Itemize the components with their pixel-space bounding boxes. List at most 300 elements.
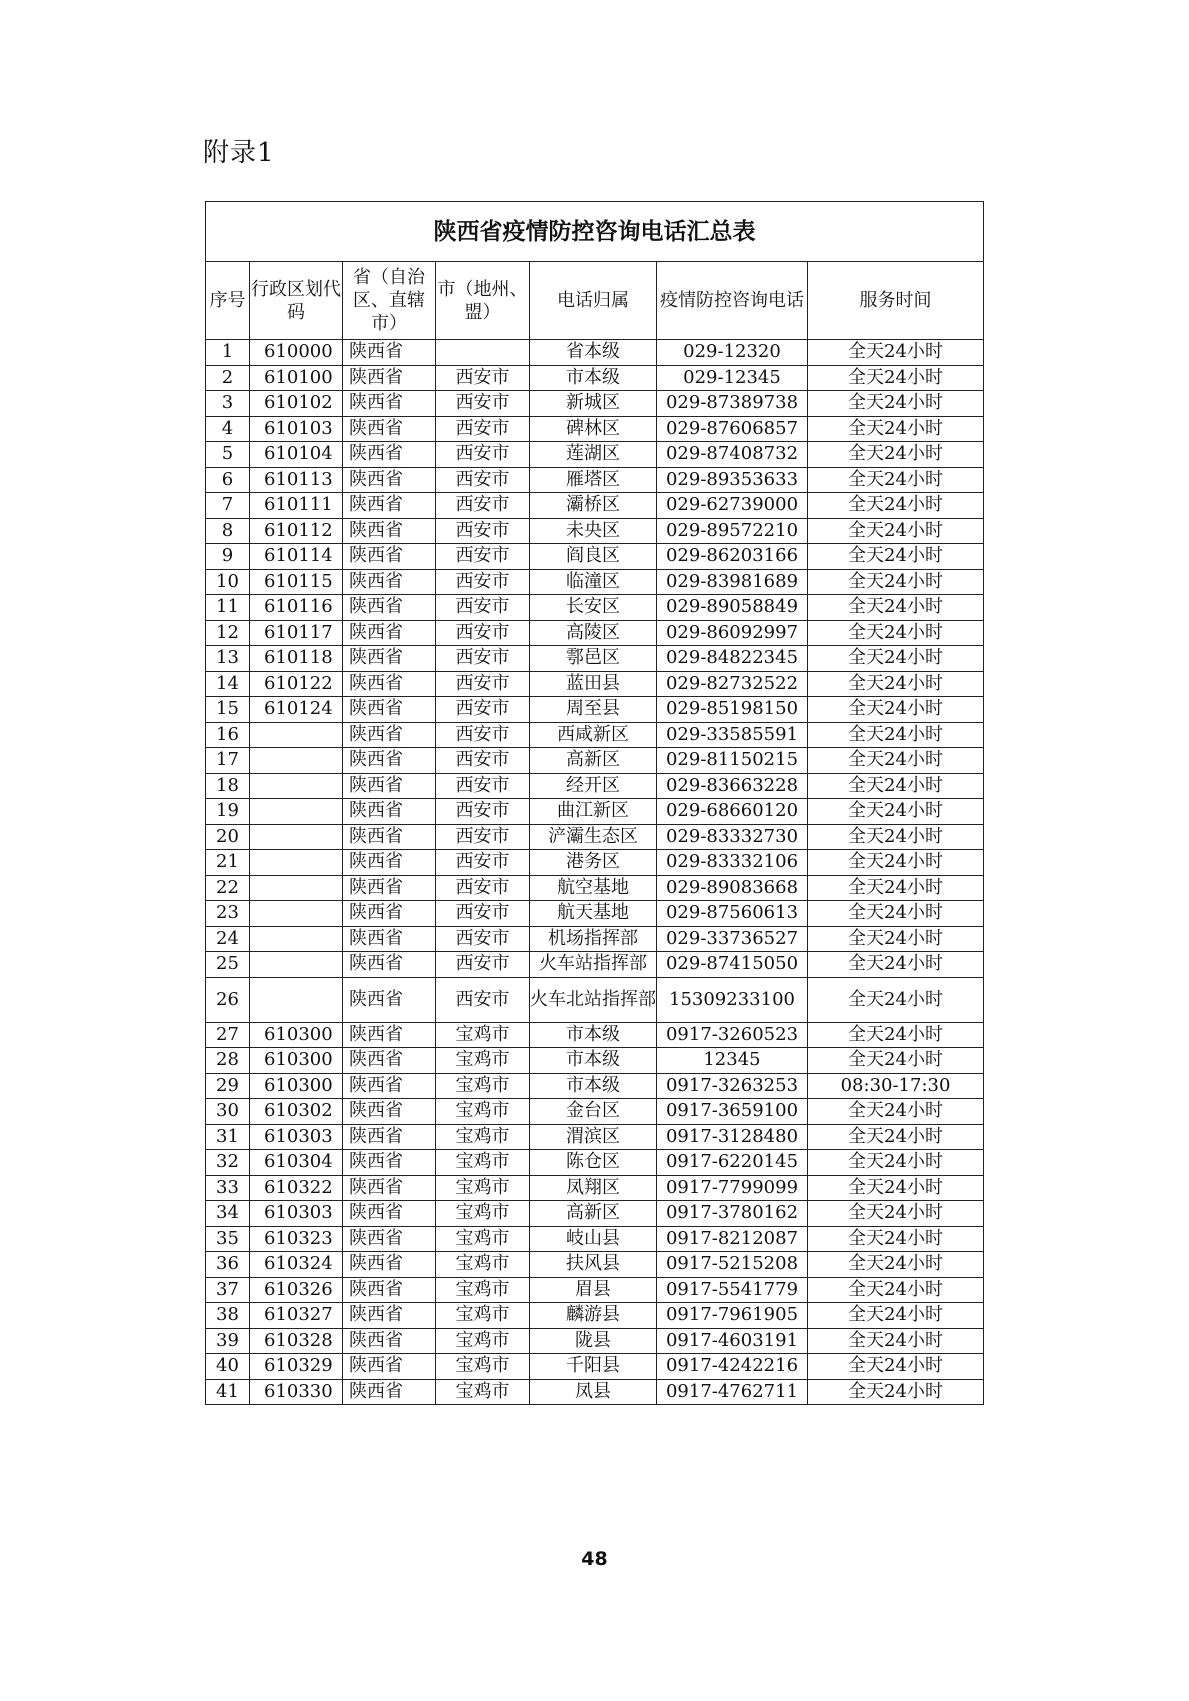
cell-service-hours: 全天24小时 [808,467,984,493]
cell-service-hours: 全天24小时 [808,569,984,595]
cell-service-hours: 全天24小时 [808,977,984,1022]
table-row [206,1073,984,1099]
cell-index: 26 [206,977,250,1022]
cell-phone-owner: 航天基地 [530,901,657,927]
cell-province: 陕西省 [343,850,436,876]
cell-service-hours: 全天24小时 [808,1048,984,1074]
cell-city: 西安市 [436,748,530,774]
cell-phone-owner: 新城区 [530,391,657,417]
cell-city: 宝鸡市 [436,1226,530,1252]
table-row [206,1354,984,1380]
cell-province: 陕西省 [343,748,436,774]
cell-city: 西安市 [436,620,530,646]
cell-province: 陕西省 [343,467,436,493]
cell-province: 陕西省 [343,340,436,366]
cell-region-code: 610323 [250,1226,343,1252]
cell-index: 27 [206,1022,250,1048]
cell-province: 陕西省 [343,1124,436,1150]
cell-phone-owner: 陇县 [530,1328,657,1354]
cell-city: 西安市 [436,646,530,672]
table-row [206,595,984,621]
cell-hotline: 0917-7961905 [657,1303,808,1329]
table-row [206,340,984,366]
cell-index: 40 [206,1354,250,1380]
cell-region-code [250,748,343,774]
cell-province: 陕西省 [343,1175,436,1201]
cell-region-code [250,824,343,850]
cell-city: 宝鸡市 [436,1150,530,1176]
cell-province: 陕西省 [343,595,436,621]
cell-region-code: 610112 [250,518,343,544]
cell-phone-owner: 经开区 [530,773,657,799]
cell-province: 陕西省 [343,1201,436,1227]
cell-region-code: 610302 [250,1099,343,1125]
cell-region-code: 610122 [250,671,343,697]
cell-region-code [250,952,343,978]
cell-index: 10 [206,569,250,595]
cell-service-hours: 全天24小时 [808,748,984,774]
table-row [206,467,984,493]
table-row [206,977,984,1022]
cell-service-hours: 全天24小时 [808,442,984,468]
header-row [206,262,984,340]
cell-hotline: 0917-4242216 [657,1354,808,1380]
cell-index: 13 [206,646,250,672]
cell-region-code [250,722,343,748]
header-city: 市（地州、盟） [436,262,530,340]
table-row [206,493,984,519]
cell-hotline: 029-89572210 [657,518,808,544]
cell-city: 宝鸡市 [436,1099,530,1125]
cell-city: 宝鸡市 [436,1303,530,1329]
table-row [206,773,984,799]
cell-phone-owner: 扶风县 [530,1252,657,1278]
cell-city [436,340,530,366]
cell-service-hours: 全天24小时 [808,544,984,570]
cell-hotline: 0917-8212087 [657,1226,808,1252]
cell-region-code: 610330 [250,1379,343,1405]
cell-hotline: 029-84822345 [657,646,808,672]
cell-city: 西安市 [436,697,530,723]
header-province: 省（自治区、直辖市） [343,262,436,340]
cell-hotline: 029-87389738 [657,391,808,417]
cell-service-hours: 全天24小时 [808,1354,984,1380]
cell-province: 陕西省 [343,1379,436,1405]
cell-hotline: 15309233100 [657,977,808,1022]
cell-province: 陕西省 [343,952,436,978]
cell-service-hours: 全天24小时 [808,1226,984,1252]
cell-province: 陕西省 [343,671,436,697]
cell-service-hours: 全天24小时 [808,620,984,646]
cell-city: 西安市 [436,416,530,442]
cell-phone-owner: 周至县 [530,697,657,723]
cell-province: 陕西省 [343,1099,436,1125]
cell-region-code: 610103 [250,416,343,442]
cell-province: 陕西省 [343,799,436,825]
cell-hotline: 029-87408732 [657,442,808,468]
table-row [206,824,984,850]
cell-hotline: 029-86092997 [657,620,808,646]
table-row [206,1328,984,1354]
table-row [206,799,984,825]
table-row [206,748,984,774]
cell-index: 36 [206,1252,250,1278]
cell-phone-owner: 金台区 [530,1099,657,1125]
cell-province: 陕西省 [343,442,436,468]
cell-hotline: 029-68660120 [657,799,808,825]
cell-city: 西安市 [436,671,530,697]
cell-index: 8 [206,518,250,544]
table-row [206,1022,984,1048]
cell-service-hours: 全天24小时 [808,671,984,697]
cell-phone-owner: 鄠邑区 [530,646,657,672]
cell-phone-owner: 灞桥区 [530,493,657,519]
table-title: 陕西省疫情防控咨询电话汇总表 [206,202,984,262]
table-row [206,646,984,672]
table-row [206,952,984,978]
cell-region-code: 610116 [250,595,343,621]
cell-city: 宝鸡市 [436,1124,530,1150]
cell-phone-owner: 市本级 [530,1022,657,1048]
cell-city: 西安市 [436,875,530,901]
cell-index: 22 [206,875,250,901]
cell-city: 西安市 [436,544,530,570]
cell-province: 陕西省 [343,1226,436,1252]
cell-city: 宝鸡市 [436,1277,530,1303]
cell-phone-owner: 陈仓区 [530,1150,657,1176]
cell-index: 20 [206,824,250,850]
table-row [206,1150,984,1176]
cell-region-code: 610300 [250,1022,343,1048]
cell-index: 21 [206,850,250,876]
header-index: 序号 [206,262,250,340]
cell-service-hours: 全天24小时 [808,697,984,723]
cell-region-code: 610329 [250,1354,343,1380]
cell-province: 陕西省 [343,1328,436,1354]
cell-service-hours: 全天24小时 [808,875,984,901]
table-row [206,901,984,927]
cell-service-hours: 全天24小时 [808,646,984,672]
cell-city: 西安市 [436,518,530,544]
cell-region-code: 610114 [250,544,343,570]
cell-index: 11 [206,595,250,621]
cell-phone-owner: 未央区 [530,518,657,544]
cell-city: 宝鸡市 [436,1201,530,1227]
cell-index: 19 [206,799,250,825]
cell-service-hours: 全天24小时 [808,1099,984,1125]
cell-city: 西安市 [436,799,530,825]
cell-index: 24 [206,926,250,952]
appendix-label: 附录1 [203,138,275,168]
cell-phone-owner: 火车站指挥部 [530,952,657,978]
cell-hotline: 029-87606857 [657,416,808,442]
cell-hotline: 0917-3659100 [657,1099,808,1125]
cell-index: 37 [206,1277,250,1303]
cell-city: 宝鸡市 [436,1073,530,1099]
cell-city: 西安市 [436,569,530,595]
cell-phone-owner: 市本级 [530,365,657,391]
cell-phone-owner: 岐山县 [530,1226,657,1252]
cell-region-code: 610118 [250,646,343,672]
cell-province: 陕西省 [343,1252,436,1278]
cell-service-hours: 全天24小时 [808,1379,984,1405]
cell-region-code [250,850,343,876]
cell-region-code: 610326 [250,1277,343,1303]
cell-index: 41 [206,1379,250,1405]
cell-province: 陕西省 [343,926,436,952]
cell-phone-owner: 碑林区 [530,416,657,442]
cell-phone-owner: 曲江新区 [530,799,657,825]
cell-region-code: 610115 [250,569,343,595]
table-row [206,620,984,646]
cell-hotline: 029-83981689 [657,569,808,595]
cell-city: 宝鸡市 [436,1048,530,1074]
cell-province: 陕西省 [343,1354,436,1380]
cell-hotline: 029-86203166 [657,544,808,570]
cell-phone-owner: 临潼区 [530,569,657,595]
table-row [206,722,984,748]
cell-index: 28 [206,1048,250,1074]
cell-province: 陕西省 [343,391,436,417]
cell-hotline: 0917-3128480 [657,1124,808,1150]
cell-phone-owner: 蓝田县 [530,671,657,697]
cell-service-hours: 08:30-17:30 [808,1073,984,1099]
cell-index: 39 [206,1328,250,1354]
cell-city: 西安市 [436,926,530,952]
cell-city: 西安市 [436,824,530,850]
cell-region-code: 610322 [250,1175,343,1201]
cell-phone-owner: 火车北站指挥部 [530,977,657,1022]
cell-index: 31 [206,1124,250,1150]
table-row [206,544,984,570]
cell-region-code [250,875,343,901]
cell-phone-owner: 麟游县 [530,1303,657,1329]
table-row [206,1048,984,1074]
cell-service-hours: 全天24小时 [808,1252,984,1278]
cell-service-hours: 全天24小时 [808,1277,984,1303]
cell-province: 陕西省 [343,365,436,391]
cell-region-code: 610113 [250,467,343,493]
cell-service-hours: 全天24小时 [808,824,984,850]
cell-service-hours: 全天24小时 [808,799,984,825]
cell-hotline: 029-81150215 [657,748,808,774]
cell-province: 陕西省 [343,620,436,646]
cell-index: 17 [206,748,250,774]
table-row [206,926,984,952]
cell-phone-owner: 西咸新区 [530,722,657,748]
cell-index: 6 [206,467,250,493]
cell-province: 陕西省 [343,1303,436,1329]
header-phone-owner: 电话归属 [530,262,657,340]
table-row [206,1252,984,1278]
cell-province: 陕西省 [343,1277,436,1303]
cell-service-hours: 全天24小时 [808,952,984,978]
cell-region-code: 610327 [250,1303,343,1329]
cell-province: 陕西省 [343,773,436,799]
cell-province: 陕西省 [343,1150,436,1176]
cell-hotline: 0917-5215208 [657,1252,808,1278]
cell-service-hours: 全天24小时 [808,340,984,366]
cell-phone-owner: 千阳县 [530,1354,657,1380]
cell-hotline: 029-89353633 [657,467,808,493]
page-number: 48 [581,1548,608,1570]
cell-province: 陕西省 [343,569,436,595]
table-row [206,569,984,595]
cell-service-hours: 全天24小时 [808,1328,984,1354]
table-body [206,340,984,1405]
cell-city: 西安市 [436,952,530,978]
cell-phone-owner: 航空基地 [530,875,657,901]
cell-phone-owner: 莲湖区 [530,442,657,468]
table-row [206,1277,984,1303]
cell-phone-owner: 凤翔区 [530,1175,657,1201]
cell-service-hours: 全天24小时 [808,1175,984,1201]
cell-index: 34 [206,1201,250,1227]
cell-service-hours: 全天24小时 [808,595,984,621]
table-row [206,1226,984,1252]
cell-hotline: 029-85198150 [657,697,808,723]
cell-region-code [250,799,343,825]
cell-service-hours: 全天24小时 [808,722,984,748]
cell-service-hours: 全天24小时 [808,391,984,417]
cell-phone-owner: 市本级 [530,1048,657,1074]
cell-province: 陕西省 [343,722,436,748]
cell-province: 陕西省 [343,824,436,850]
table-row [206,391,984,417]
cell-region-code: 610117 [250,620,343,646]
cell-service-hours: 全天24小时 [808,850,984,876]
cell-service-hours: 全天24小时 [808,773,984,799]
cell-hotline: 029-83663228 [657,773,808,799]
cell-province: 陕西省 [343,1022,436,1048]
cell-index: 33 [206,1175,250,1201]
cell-region-code: 610104 [250,442,343,468]
cell-phone-owner: 凤县 [530,1379,657,1405]
cell-index: 15 [206,697,250,723]
cell-region-code: 610111 [250,493,343,519]
cell-phone-owner: 阎良区 [530,544,657,570]
cell-city: 宝鸡市 [436,1252,530,1278]
cell-phone-owner: 渭滨区 [530,1124,657,1150]
cell-phone-owner: 长安区 [530,595,657,621]
cell-service-hours: 全天24小时 [808,518,984,544]
cell-phone-owner: 高新区 [530,1201,657,1227]
cell-hotline: 029-83332106 [657,850,808,876]
cell-city: 西安市 [436,467,530,493]
cell-hotline: 0917-3263253 [657,1073,808,1099]
cell-hotline: 029-87560613 [657,901,808,927]
cell-hotline: 0917-6220145 [657,1150,808,1176]
cell-region-code: 610000 [250,340,343,366]
header-region-code: 行政区划代码 [250,262,343,340]
cell-region-code [250,926,343,952]
cell-index: 5 [206,442,250,468]
table-row [206,875,984,901]
table-row [206,1201,984,1227]
cell-region-code: 610303 [250,1201,343,1227]
cell-index: 16 [206,722,250,748]
cell-service-hours: 全天24小时 [808,1124,984,1150]
cell-service-hours: 全天24小时 [808,416,984,442]
cell-service-hours: 全天24小时 [808,926,984,952]
cell-province: 陕西省 [343,697,436,723]
cell-province: 陕西省 [343,901,436,927]
cell-city: 宝鸡市 [436,1354,530,1380]
cell-index: 29 [206,1073,250,1099]
cell-city: 西安市 [436,901,530,927]
table-row [206,416,984,442]
cell-region-code: 610303 [250,1124,343,1150]
cell-hotline: 029-12320 [657,340,808,366]
cell-phone-owner: 雁塔区 [530,467,657,493]
cell-city: 西安市 [436,442,530,468]
cell-service-hours: 全天24小时 [808,901,984,927]
cell-region-code [250,977,343,1022]
cell-region-code: 610300 [250,1073,343,1099]
cell-hotline: 029-89083668 [657,875,808,901]
cell-city: 西安市 [436,722,530,748]
cell-phone-owner: 高新区 [530,748,657,774]
cell-phone-owner: 眉县 [530,1277,657,1303]
cell-region-code: 610324 [250,1252,343,1278]
cell-city: 西安市 [436,773,530,799]
table-row [206,1124,984,1150]
cell-hotline: 029-82732522 [657,671,808,697]
cell-province: 陕西省 [343,1048,436,1074]
cell-index: 3 [206,391,250,417]
cell-hotline: 0917-4762711 [657,1379,808,1405]
table-row [206,365,984,391]
cell-hotline: 029-83332730 [657,824,808,850]
cell-region-code: 610328 [250,1328,343,1354]
cell-index: 38 [206,1303,250,1329]
cell-index: 7 [206,493,250,519]
cell-service-hours: 全天24小时 [808,1303,984,1329]
cell-hotline: 029-89058849 [657,595,808,621]
cell-index: 32 [206,1150,250,1176]
cell-service-hours: 全天24小时 [808,493,984,519]
cell-hotline: 0917-3260523 [657,1022,808,1048]
cell-index: 30 [206,1099,250,1125]
table-row [206,1099,984,1125]
header-service-hours: 服务时间 [808,262,984,340]
cell-hotline: 029-87415050 [657,952,808,978]
cell-city: 西安市 [436,391,530,417]
cell-service-hours: 全天24小时 [808,1201,984,1227]
cell-phone-owner: 港务区 [530,850,657,876]
cell-hotline: 0917-7799099 [657,1175,808,1201]
cell-hotline: 0917-4603191 [657,1328,808,1354]
cell-service-hours: 全天24小时 [808,1150,984,1176]
cell-index: 12 [206,620,250,646]
table-row [206,697,984,723]
cell-phone-owner: 高陵区 [530,620,657,646]
table-row [206,850,984,876]
cell-city: 西安市 [436,850,530,876]
cell-region-code [250,901,343,927]
table-row [206,518,984,544]
cell-index: 23 [206,901,250,927]
cell-city: 宝鸡市 [436,1175,530,1201]
cell-city: 西安市 [436,595,530,621]
cell-index: 1 [206,340,250,366]
cell-service-hours: 全天24小时 [808,1022,984,1048]
cell-province: 陕西省 [343,518,436,544]
cell-service-hours: 全天24小时 [808,365,984,391]
cell-hotline: 029-33736527 [657,926,808,952]
cell-region-code: 610100 [250,365,343,391]
cell-region-code: 610300 [250,1048,343,1074]
